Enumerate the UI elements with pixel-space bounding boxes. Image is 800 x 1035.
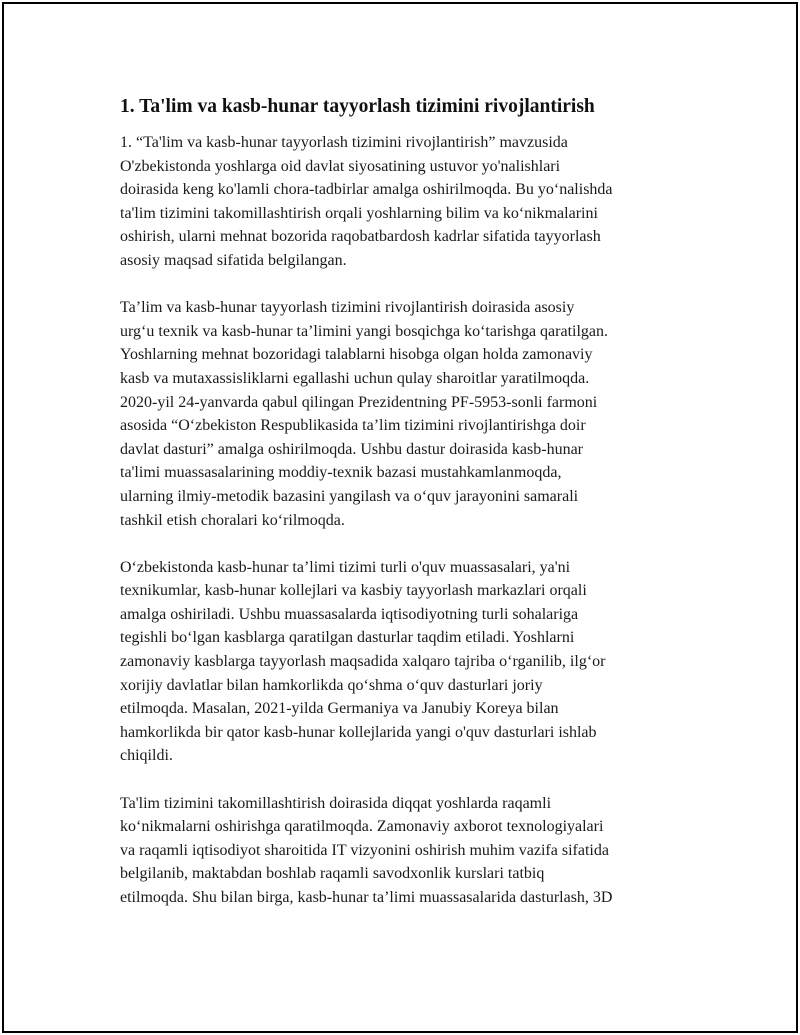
paragraph-1: 1. “Ta'lim va kasb-hunar tayyorlash tizimini rivojlantirish” mavzusida O'zbekistonda yoshlarga oid davlat siyosatining ustuvor yo'nalishlari doirasida keng ko'lamli chora-tadbirlar amalga oshirilmoqda. Bu yo‘nalishda ta'lim tizimini takomillashtirish orqali yoshlarning bilim va ko‘nikmalarini oshirish, ularni mehnat bozorida raqobatbardosh kadrlar sifatida tayyorlash asosiy maqsad sifatida belgilangan. [120,134,613,269]
document-page [2,2,798,1033]
paragraph-3: O‘zbekistonda kasb-hunar ta’limi tizimi turli o'quv muassasalari, ya'ni texnikumlar, kasb-hunar kollejlari va kasbiy tayyorlash markazlari orqali amalga oshiriladi. Ushbu muassasalarda iqtisodiyotning turli sohalariga tegishli bo‘lgan kasblarga qaratilgan dasturlar taqdim etiladi. Yoshlarni zamonaviy kasblarga tayyorlash maqsadida xalqaro tajriba o‘rganilib, ilg‘or xorijiy davlatlar bilan hamkorlikda qo‘shma o‘quv dasturlari joriy etilmoqda. Masalan, 2021-yilda Germaniya va Janubiy Koreya bilan hamkorlikda bir qator kasb-hunar kollejlarida yangi o'quv dasturlari ishlab chiqildi. [120,558,606,765]
paragraph-2: Ta’lim va kasb-hunar tayyorlash tizimini rivojlantirish doirasida asosiy urg‘u texnik va kasb-hunar ta’limini yangi bosqichga ko‘tarishga qaratilgan. Yoshlarning mehnat bozoridagi talablarni hisobga olgan holda zamonaviy kasb va mutaxassisliklarni egallashi uchun qulay sharoitlar yaratilmoqda. 2020-yil 24-yanvarda qabul qilingan Prezidentning PF-5953-sonli farmoni asosida “O‘zbekiston Respublikasida ta’lim tizimini rivojlantirishga doir davlat dasturi” amalga oshirilmoqda. Ushbu dastur doirasida kasb-hunar ta'limi muassasalarining moddiy-texnik bazasi mustahkamlanmoqda, ularning ilmiy-metodik bazasini yangilash va o‘quv jarayonini samarali tashkil etish choralari ko‘rilmoqda. [120,299,609,529]
document-title: 1. Ta'lim va kasb-hunar tayyorlash tizimini rivojlantirish [120,96,595,117]
document-body [120,95,700,933]
paragraph-4: Ta'lim tizimini takomillashtirish doirasida diqqat yoshlarda raqamli ko‘nikmalarni oshirishga qaratilmoqda. Zamonaviy axborot texnologiyalari va raqamli iqtisodiyot sharoitida IT vizyonini oshirish muhim vazifa sifatida belgilanib, maktabdan boshlab raqamli savodxonlik kurslari tatbiq etilmoqda. Shu bilan birga, kasb-hunar ta’limi muassasalarida dasturlash, 3D [120,794,613,906]
